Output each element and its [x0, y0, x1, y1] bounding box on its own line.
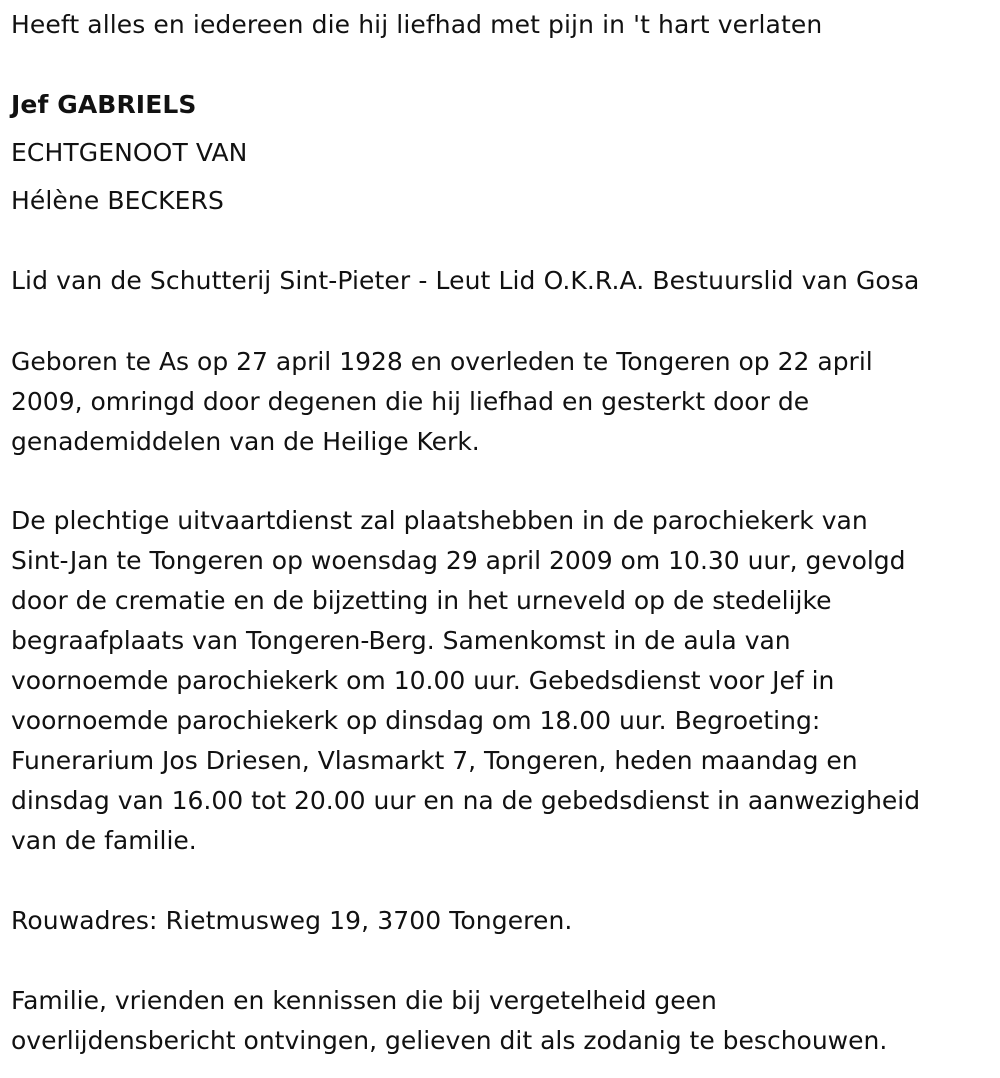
closing-paragraph [11, 981, 887, 1061]
relation-label: ECHTGENOOT VAN [11, 138, 248, 167]
mourning-address: Rouwadres: Rietmusweg 19, 3700 Tongeren. [11, 906, 573, 935]
paragraph-line: begraafplaats van Tongeren-Berg. Samenkomst in de aula van [11, 626, 791, 655]
paragraph-line: dinsdag van 16.00 tot 20.00 uur en na de gebedsdienst in aanwezigheid [11, 786, 921, 815]
birth-death-paragraph [11, 342, 873, 462]
paragraph-line: voornoemde parochiekerk om 10.00 uur. Gebedsdienst voor Jef in [11, 666, 835, 695]
paragraph-line: voornoemde parochiekerk op dinsdag om 18.00 uur. Begroeting: [11, 706, 821, 735]
intro-line: Heeft alles en iedereen die hij liefhad met pijn in 't hart verlaten [11, 10, 823, 39]
paragraph-line: De plechtige uitvaartdienst zal plaatshebben in de parochiekerk van [11, 506, 868, 535]
paragraph-line: Familie, vrienden en kennissen die bij vergetelheid geen [11, 986, 717, 1015]
spouse-name: Hélène BECKERS [11, 186, 224, 215]
memberships-line: Lid van de Schutterij Sint-Pieter - Leut Lid O.K.R.A. Bestuurslid van Gosa [11, 266, 920, 295]
paragraph-line: genademiddelen van de Heilige Kerk. [11, 427, 480, 456]
paragraph-line: overlijdensbericht ontvingen, gelieven dit als zodanig te beschouwen. [11, 1026, 888, 1055]
paragraph-line: 2009, omringd door degenen die hij liefhad en gesterkt door de [11, 387, 810, 416]
paragraph-line: Funerarium Jos Driesen, Vlasmarkt 7, Tongeren, heden maandag en [11, 746, 858, 775]
funeral-paragraph [11, 501, 920, 861]
deceased-name: Jef GABRIELS [11, 90, 197, 119]
paragraph-line: Sint-Jan te Tongeren op woensdag 29 april 2009 om 10.30 uur, gevolgd [11, 546, 906, 575]
paragraph-line: van de familie. [11, 826, 197, 855]
paragraph-line: door de crematie en de bijzetting in het urneveld op de stedelijke [11, 586, 832, 615]
paragraph-line: Geboren te As op 27 april 1928 en overleden te Tongeren op 22 april [11, 347, 873, 376]
